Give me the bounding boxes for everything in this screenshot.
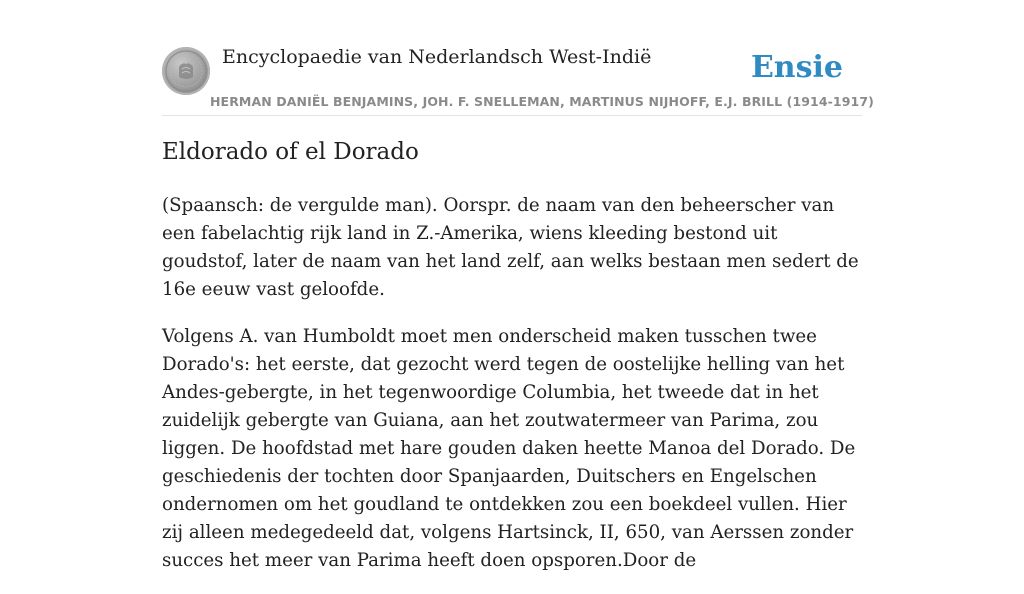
entry-body xyxy=(162,192,864,594)
seal-coin-icon[interactable] xyxy=(162,47,210,95)
source-title[interactable]: Encyclopaedie van Nederlandsch West-Indië xyxy=(222,46,652,68)
brand-logo[interactable]: Ensie xyxy=(750,50,843,85)
source-header xyxy=(162,44,874,116)
entry-paragraph: (Spaansch: de vergulde man). Oorspr. de naam van den beheerscher van een fabelachtig rijk land in Z.-Amerika, wiens kleeding bestond uit goudstof, later de naam van het land zelf, aan welks bestaan men sedert de 16e eeuw vast geloofde. xyxy=(162,195,859,300)
entry-title: Eldorado of el Dorado xyxy=(162,139,419,165)
seal-coin-graphic xyxy=(162,47,210,95)
entry-paragraph: Volgens A. van Humboldt moet men onderscheid maken tusschen twee Dorado's: het eerste, dat gezocht werd tegen de oostelijke helling van het Andes-gebergte, in het tegenwoordige Columbia, het tweede dat in het zuidelijk gebergte van Guiana, aan het zoutwatermeer van Parima, zou liggen. De hoofdstad met hare gouden daken heette Manoa del Dorado. De geschiedenis der tochten door Spanjaarden, Duitschers en Engelschen ondernomen om het goudland te ontdekken zou een boekdeel vullen. Hier zij alleen medegedeeld dat, volgens Hartsinck, II, 650, van Aerssen zonder succes het meer van Parima heeft doen opsporen.Door de xyxy=(162,326,856,571)
source-authors: HERMAN DANIËL BENJAMINS, JOH. F. SNELLEMAN, MARTINUS NIJHOFF, E.J. BRILL (1914-1917) xyxy=(210,94,874,109)
